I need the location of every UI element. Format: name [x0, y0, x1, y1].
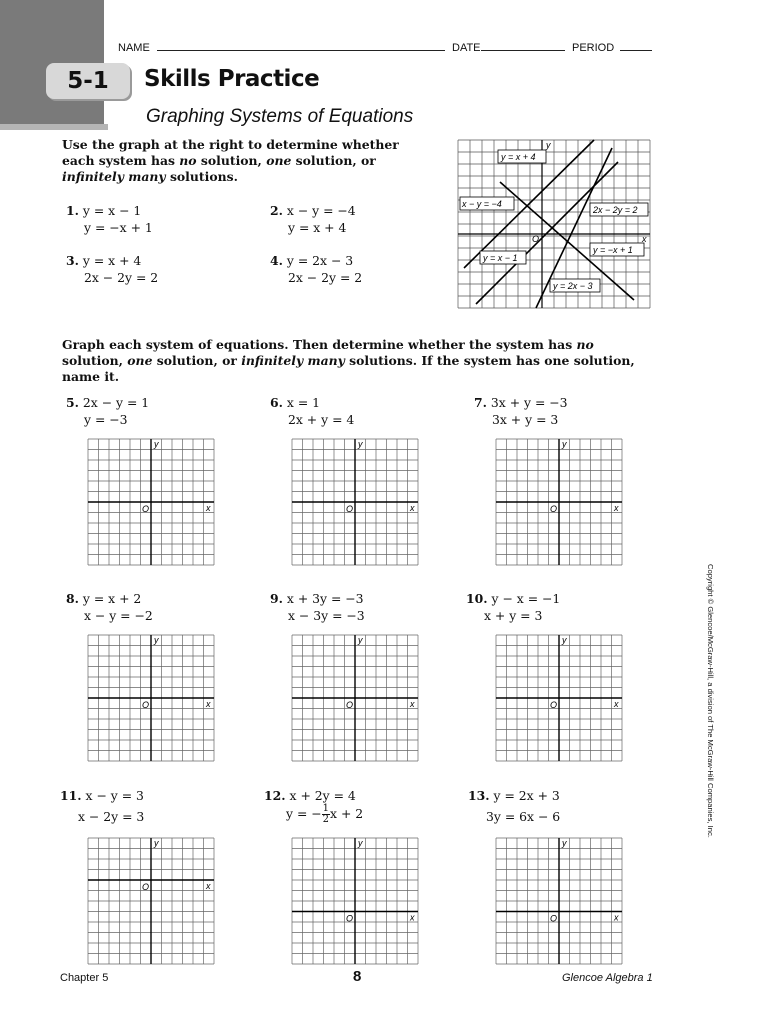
problem-12: 12. x + 2y = 4 y = − $\frac{1}{2}$ x + 2: [264, 788, 364, 825]
x-axis-label: x: [614, 912, 619, 923]
y-axis-label: y: [154, 838, 159, 848]
page-title: Skills Practice: [144, 66, 320, 92]
graph-grid-6[interactable]: [290, 437, 420, 567]
part1-instr-line2: each system has no solution, one solution, or: [62, 153, 376, 168]
ref-label-y-neg-x-plus-1: y = −x + 1: [593, 245, 633, 255]
graph-grid-7[interactable]: [494, 437, 624, 567]
ref-label-x-y-neg4: x − y = −4: [462, 199, 502, 209]
problem-13: 13. y = 2x + 3 3y = 6x − 6: [468, 788, 561, 824]
y-axis-label: y: [562, 838, 567, 848]
part2-instructions: [62, 337, 682, 385]
footer-page-number: 8: [353, 968, 362, 985]
part2-instr-line1: Graph each system of equations. Then determine whether the system has no: [62, 337, 594, 352]
fraction-one-half: $\frac{1}{2}$: [322, 803, 330, 825]
period-field: [572, 40, 652, 54]
x-axis-label: x: [410, 699, 415, 709]
y-axis-label: y: [154, 439, 159, 449]
origin-label: O: [142, 700, 150, 710]
x-axis-label: x: [614, 699, 619, 709]
x-axis-label: x: [206, 699, 211, 709]
x-axis-label: x: [410, 912, 415, 923]
name-field: [118, 40, 445, 54]
problem-10: 10. y − x = −1 x + y = 3: [466, 591, 561, 623]
corner-decoration-shadow: [0, 124, 108, 130]
x-axis-label: x: [614, 503, 619, 513]
graph-grid-10[interactable]: [494, 633, 624, 763]
name-line[interactable]: [157, 40, 445, 51]
footer-chapter: Chapter 5: [60, 972, 109, 984]
problem-3: 3. y = x + 4 2x − 2y = 2: [66, 253, 159, 285]
period-line[interactable]: [620, 40, 652, 51]
page-subtitle: Graphing Systems of Equations: [146, 106, 414, 127]
x-axis-label: x: [206, 881, 211, 891]
origin-label: O: [346, 700, 354, 710]
problem-8: 8. y = x + 2 x − y = −2: [66, 591, 153, 623]
graph-grid-11[interactable]: [86, 836, 216, 966]
problem-11: 11. x − y = 3 x − 2y = 3: [60, 788, 145, 824]
graph-grid-13[interactable]: [494, 836, 624, 966]
y-axis-label: y: [562, 635, 567, 645]
problem-9: 9. x + 3y = −3 x − 3y = −3: [270, 591, 365, 623]
graph-grid-5[interactable]: [86, 437, 216, 567]
part1-instr-line1: Use the graph at the right to determine whether: [62, 137, 399, 152]
y-axis-label: y: [358, 439, 363, 449]
origin-label: O: [550, 913, 558, 924]
name-label: NAME: [118, 42, 150, 54]
origin-label: O: [142, 882, 150, 892]
ref-origin-label: O: [532, 234, 540, 244]
origin-label: O: [346, 504, 354, 514]
origin-label: O: [142, 504, 150, 514]
graph-grid-12[interactable]: [290, 836, 420, 966]
part1-instructions: [62, 137, 442, 185]
copyright-notice: Copyright © Glencoe/McGraw-Hill, a division of The McGraw-Hill Companies, Inc.: [706, 564, 715, 838]
ref-label-y-2x-minus-3: y = 2x − 3: [553, 281, 593, 291]
problem-1: 1. y = x − 1 y = −x + 1: [66, 203, 153, 235]
lesson-number: 5-1: [67, 68, 109, 94]
origin-label: O: [346, 913, 354, 924]
y-axis-label: y: [358, 635, 363, 645]
date-label: DATE: [452, 42, 481, 54]
problem-7: 7. 3x + y = −3 3x + y = 3: [474, 395, 568, 427]
lesson-number-tab: [46, 63, 130, 99]
y-axis-label: y: [154, 635, 159, 645]
part2-instr-line2: solution, one solution, or infinitely many solutions. If the system has one solution,: [62, 353, 635, 368]
y-axis-label: y: [562, 439, 567, 449]
reference-graph: [456, 138, 652, 310]
graph-grid-9[interactable]: [290, 633, 420, 763]
origin-label: O: [550, 700, 558, 710]
problem-5: 5. 2x − y = 1 y = −3: [66, 395, 150, 427]
y-axis-label: y: [358, 838, 363, 848]
ref-label-y-x-minus-1: y = x − 1: [483, 253, 518, 263]
problem-4: 4. y = 2x − 3 2x − 2y = 2: [270, 253, 363, 285]
ref-label-2x-2y-2: 2x − 2y = 2: [593, 205, 638, 215]
ref-axis-y-label: y: [546, 140, 551, 150]
date-line[interactable]: [481, 40, 565, 51]
period-label: PERIOD: [572, 42, 615, 54]
problem-6: 6. x = 1 2x + y = 4: [270, 395, 355, 427]
x-axis-label: x: [206, 503, 211, 513]
footer-book: Glencoe Algebra 1: [562, 972, 653, 984]
problem-2: 2. x − y = −4 y = x + 4: [270, 203, 356, 235]
ref-axis-x-label: x: [642, 234, 647, 244]
part1-instr-line3: infinitely many solutions.: [62, 169, 238, 184]
origin-label: O: [550, 504, 558, 514]
graph-grid-8[interactable]: [86, 633, 216, 763]
x-axis-label: x: [410, 503, 415, 513]
ref-label-y-x-plus-4: y = x + 4: [501, 152, 536, 162]
date-field: [452, 40, 565, 54]
part2-instr-line3: name it.: [62, 369, 120, 384]
